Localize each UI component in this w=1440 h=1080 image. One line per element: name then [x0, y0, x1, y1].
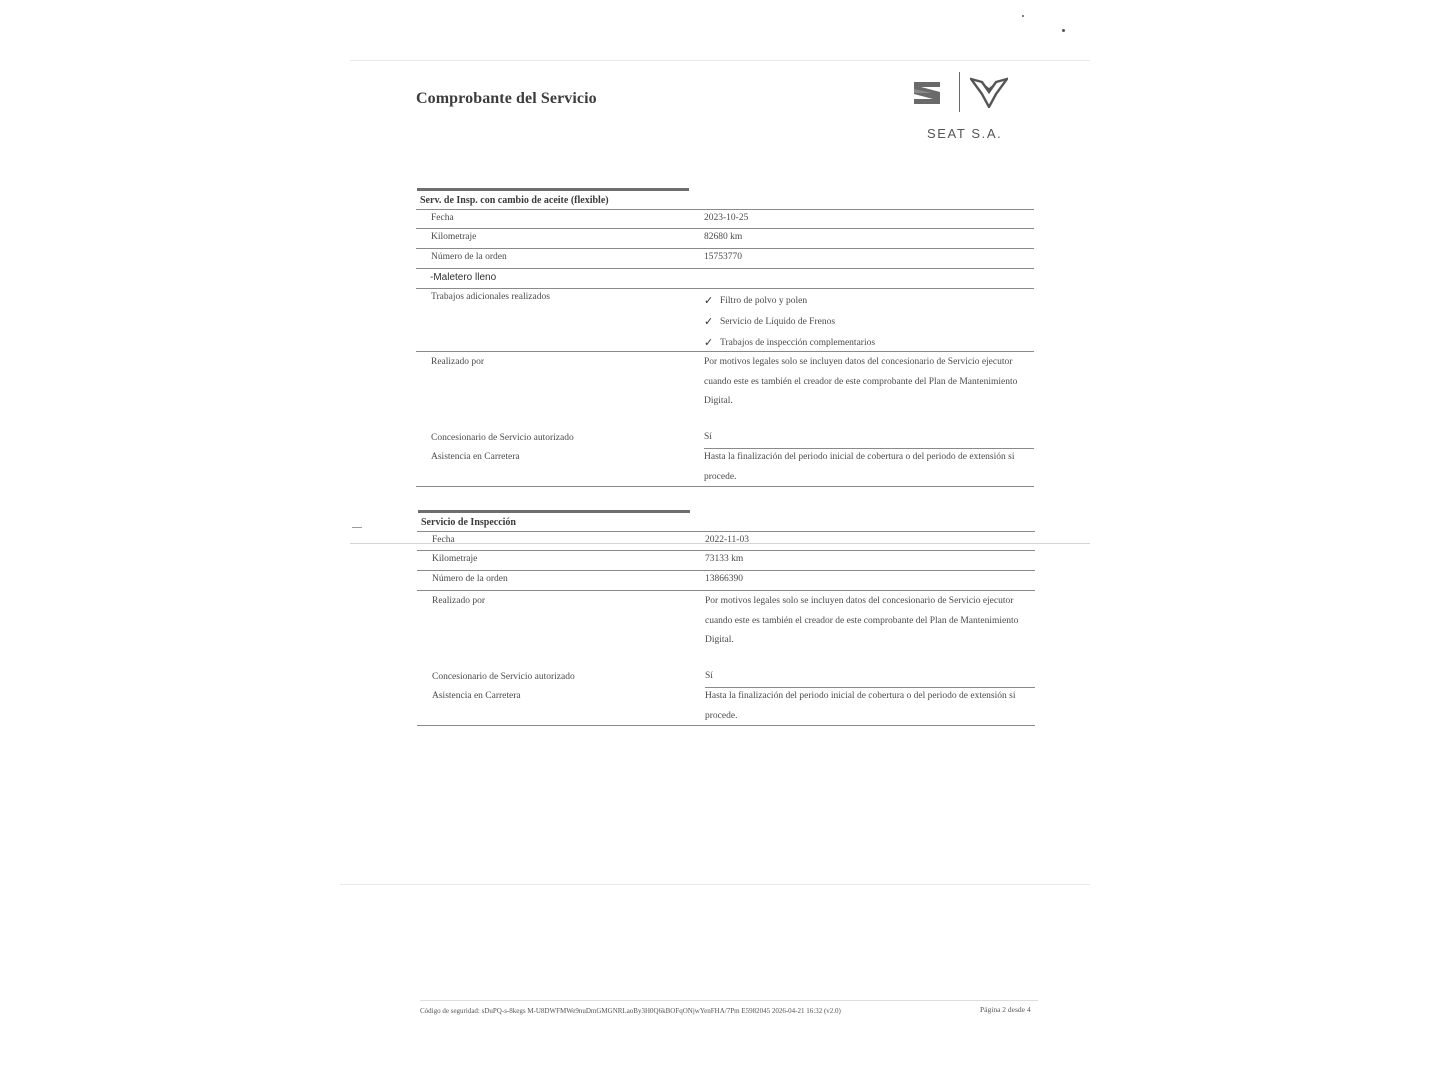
realizado-label: Realizado por: [431, 357, 485, 367]
trabajos-label: Trabajos adicionales realizados: [431, 292, 550, 302]
checkmark-icon: ✓: [704, 295, 714, 307]
concesionario-label: Concesionario de Servicio autorizado: [432, 672, 575, 682]
brand-logos: [908, 72, 1018, 152]
checkmark-icon: ✓: [704, 316, 714, 328]
seat-logo-icon: [912, 80, 942, 106]
row-realizado: [416, 352, 1034, 448]
concesionario-label: Concesionario de Servicio autorizado: [431, 433, 574, 443]
orden-label: Número de la orden: [431, 252, 507, 262]
row-orden: [416, 249, 1034, 269]
footer-rule: [420, 1000, 1038, 1001]
page-number: Página 2 desde 4: [980, 1005, 1031, 1014]
scan-edge-bottom: [340, 884, 1090, 885]
row-orden: [417, 571, 1035, 591]
asistencia-label: Asistencia en Carretera: [431, 452, 520, 462]
row-asistencia: [416, 449, 1034, 487]
fecha-label: Fecha: [431, 213, 454, 223]
company-name: SEAT S.A.: [927, 126, 1003, 141]
asistencia-value: Hasta la finalización del periodo inicial de cobertura o del periodo de extensión si procede.: [704, 452, 1015, 482]
trabajo-item: ✓ Filtro de polvo y polen: [704, 291, 1034, 312]
realizado-label: Realizado por: [432, 596, 486, 606]
row-trabajos: [416, 289, 1034, 352]
orden-value: 13866390: [705, 574, 743, 584]
realizado-value: Por motivos legales solo se incluyen datos del concesionario de Servicio ejecutor cuando este es también el creador de este comprobante del Plan de Mantenimiento Digital.: [704, 357, 1018, 406]
fecha-value: 2023-10-25: [704, 213, 749, 223]
asistencia-value: Hasta la finalización del periodo inicial de cobertura o del periodo de extensión si procede.: [705, 691, 1016, 721]
security-code: Código de seguridad: sDuPQ-s-8kegs M-U8DWFMWe9nuDmGMGNRLaoBy3H0Q6kBOFqONjwYenFHA/7Pm E5982045 2026-04-21 16:32 (v2.0): [420, 1007, 841, 1015]
row-asistencia: [417, 688, 1035, 726]
trabajo-item: ✓ Servicio de Líquido de Frenos: [704, 312, 1034, 333]
service-section-oil-change: [416, 188, 1034, 487]
checkmark-icon: ✓: [704, 337, 714, 349]
scan-edge-top: [350, 60, 1090, 61]
row-note: [416, 269, 1034, 289]
scan-speck: [1022, 15, 1024, 17]
scan-speck: [1062, 29, 1065, 32]
orden-value: 15753770: [704, 252, 742, 262]
trabajo-item: ✓ Trabajos de inspección complementarios: [704, 333, 1034, 354]
fecha-label: Fecha: [432, 535, 455, 545]
km-label: Kilometraje: [431, 232, 477, 242]
km-label: Kilometraje: [432, 554, 478, 564]
row-realizado: [417, 591, 1035, 687]
row-kilometraje: [417, 551, 1035, 571]
orden-label: Número de la orden: [432, 574, 508, 584]
cupra-logo-icon: [970, 76, 1008, 108]
scan-mark-left: [352, 527, 362, 528]
row-kilometraje: [416, 229, 1034, 249]
service-section-inspection: [417, 510, 1035, 726]
km-value: 73133 km: [705, 554, 744, 564]
realizado-value: Por motivos legales solo se incluyen datos del concesionario de Servicio ejecutor cuando este es también el creador de este comprobante del Plan de Mantenimiento Digital.: [705, 596, 1019, 645]
row-fecha: [417, 532, 1035, 551]
fecha-value: 2022-11-03: [705, 535, 749, 545]
km-value: 82680 km: [704, 232, 743, 242]
row-fecha: [416, 210, 1034, 229]
concesionario-value: Sí: [705, 671, 713, 681]
logo-divider: [959, 72, 960, 112]
document-title: Comprobante del Servicio: [416, 90, 597, 107]
concesionario-value: Sí: [704, 432, 712, 442]
trabajos-list: [704, 291, 1034, 354]
asistencia-label: Asistencia en Carretera: [432, 691, 521, 701]
section-heading: Serv. de Insp. con cambio de aceite (flexible): [416, 191, 1034, 210]
note-text: -Maletero lleno: [430, 272, 497, 283]
section-heading: Servicio de Inspección: [417, 513, 1035, 532]
